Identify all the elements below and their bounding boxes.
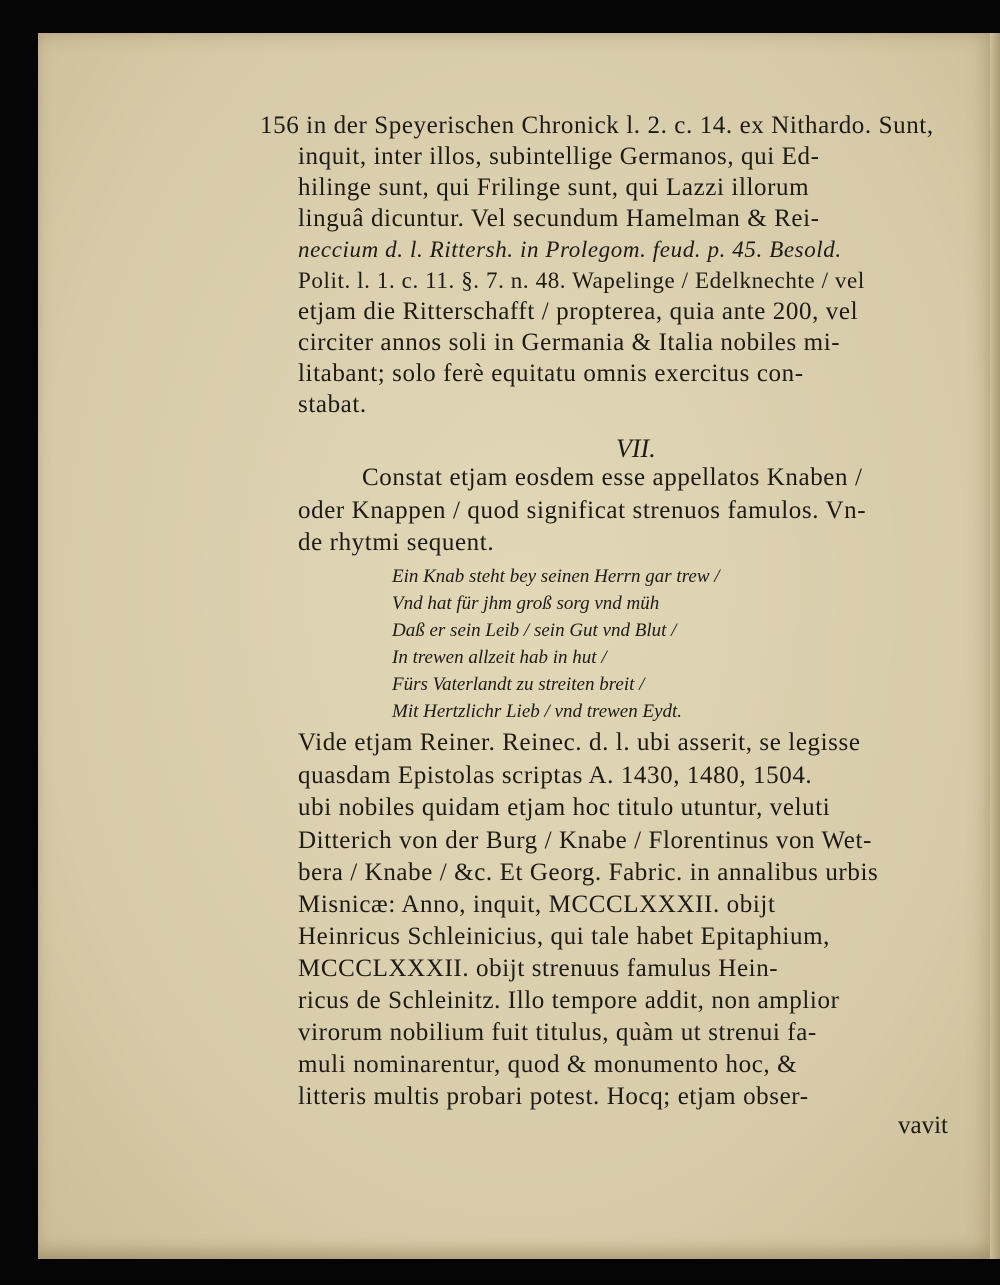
line-23: virorum nobilium fuit titulus, quàm ut strenui fa- [298,1019,817,1046]
line-9: litabant; solo ferè equitatu omnis exercitus con- [298,360,804,387]
line-15: quasdam Epistolas scriptas A. 1430, 1480, 1504. [298,762,813,789]
line-21: MCCCLXXXII. obijt strenuus famulus Hein- [298,955,779,982]
line-22: ricus de Schleinitz. Illo tempore addit, non amplior [298,987,840,1014]
book-page [38,33,1000,1259]
line-24: muli nominarentur, quod & monumento hoc, & [298,1051,798,1078]
line-7: etjam die Ritterschafft / propterea, quia ante 200, vel [298,298,859,325]
line-11: Constat etjam eosdem esse appellatos Knaben / [362,464,863,491]
line-3: hilinge sunt, qui Frilinge sunt, qui Lazzi illorum [298,174,810,201]
section-heading: VII. [616,434,656,463]
catchword: vavit [898,1112,948,1139]
rhyme-line-5: Fürs Vaterlandt zu streiten breit / [392,674,645,695]
line-10: stabat. [298,391,367,418]
line-16: ubi nobiles quidam etjam hoc titulo utuntur, veluti [298,794,831,821]
rhyme-line-3: Daß er sein Leib / sein Gut vnd Blut / [392,620,677,641]
line-18: bera / Knabe / &c. Et Georg. Fabric. in annalibus urbis [298,859,879,886]
rhyme-line-1: Ein Knab steht bey seinen Herrn gar trew / [392,566,720,587]
line-6: Polit. l. 1. c. 11. §. 7. n. 48. Wapelinge / Edelknechte / vel [298,268,865,293]
line-5: neccium d. l. Rittersh. in Prolegom. feud. p. 45. Besold. [298,237,842,262]
line-25: litteris multis probari potest. Hocq; etjam obser- [298,1083,809,1110]
line-1: 156 in der Speyerischen Chronick l. 2. c. 14. ex Nithardo. Sunt, [260,112,934,139]
line-20: Heinricus Schleinicius, qui tale habet Epitaphium, [298,923,830,950]
line-19: Misnicæ: Anno, inquit, MCCCLXXXII. obijt [298,891,776,918]
line-8: circiter annos soli in Germania & Italia nobiles mi- [298,329,841,356]
line-17: Ditterich von der Burg / Knabe / Florentinus von Wet- [298,827,872,854]
rhyme-line-2: Vnd hat für jhm groß sorg vnd müh [392,593,660,614]
rhyme-line-4: In trewen allzeit hab in hut / [392,647,607,668]
line-13: de rhytmi sequent. [298,529,495,556]
line-2: inquit, inter illos, subintellige Germanos, qui Ed- [298,143,820,170]
line-14: Vide etjam Reiner. Reinec. d. l. ubi asserit, se legisse [298,729,861,756]
line-4: linguâ dicuntur. Vel secundum Hamelman & Rei- [298,205,820,232]
rhyme-line-6: Mit Hertzlichr Lieb / vnd trewen Eydt. [392,701,683,722]
line-12: oder Knappen / quod significat strenuos famulos. Vn- [298,497,867,524]
